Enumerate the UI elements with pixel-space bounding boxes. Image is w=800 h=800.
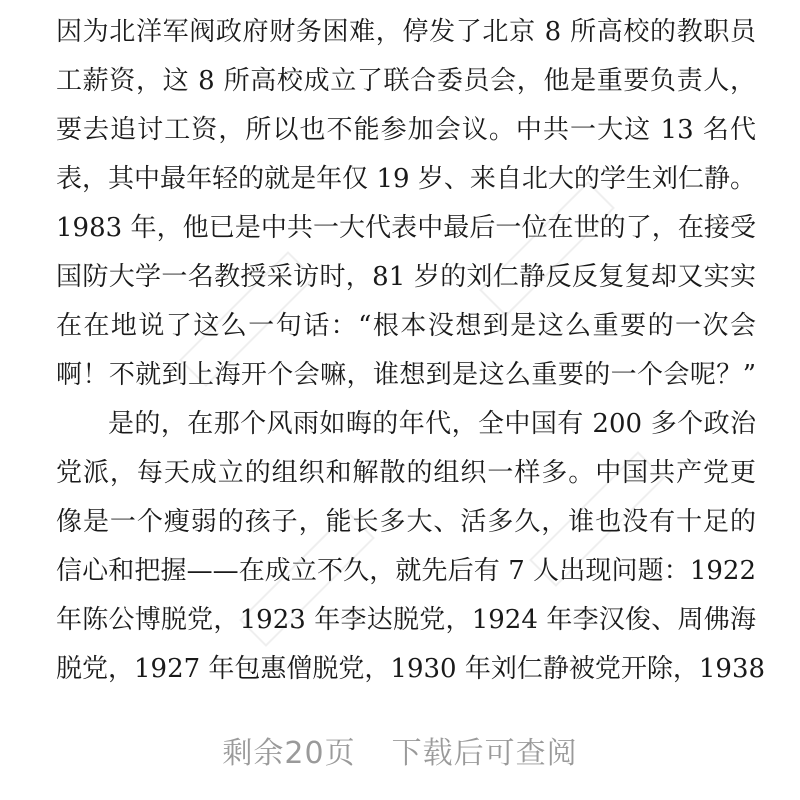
text-line: 在在地说了这么一句话：“根本没想到是这么重要的一次会	[56, 311, 756, 341]
text-line: 工薪资，这 8 所高校成立了联合委员会，他是重要负责人，	[56, 66, 756, 96]
text-line: 国防大学一名教授采访时，81 岁的刘仁静反反复复却又实实	[56, 262, 756, 292]
text-line: 党派，每天成立的组织和解散的组织一样多。中国共产党更	[56, 458, 756, 488]
text-line: 脱党，1927 年包惠僧脱党，1930 年刘仁静被党开除，1938	[56, 654, 766, 684]
document-body	[56, 8, 766, 694]
remaining-pages-label: 剩余20页	[222, 736, 356, 771]
paragraph-start-line: 是的，在那个风雨如晦的年代，全中国有 200 多个政治	[108, 409, 756, 439]
text-line: 表，其中最年轻的就是年仅 19 岁、来自北大的学生刘仁静。	[56, 164, 756, 194]
text-line: 要去追讨工资，所以也不能参加会议。中共一大这 13 名代	[56, 115, 756, 145]
text-line: 像是一个瘦弱的孩子，能长多大、活多久，谁也没有十足的	[56, 507, 756, 537]
download-prompt[interactable]	[0, 728, 800, 772]
text-line: 啊！不就到上海开个会嘛，谁想到是这么重要的一个会呢？”	[56, 360, 756, 390]
text-line: 因为北洋军阀政府财务困难，停发了北京 8 所高校的教职员	[56, 17, 756, 47]
download-to-read-label: 下载后可查阅	[391, 736, 578, 771]
text-line: 1983 年，他已是中共一大代表中最后一位在世的了，在接受	[56, 213, 756, 243]
text-line: 年陈公博脱党，1923 年李达脱党，1924 年李汉俊、周佛海	[56, 605, 756, 635]
text-line: 信心和把握——在成立不久，就先后有 7 人出现问题：1922	[56, 556, 756, 586]
